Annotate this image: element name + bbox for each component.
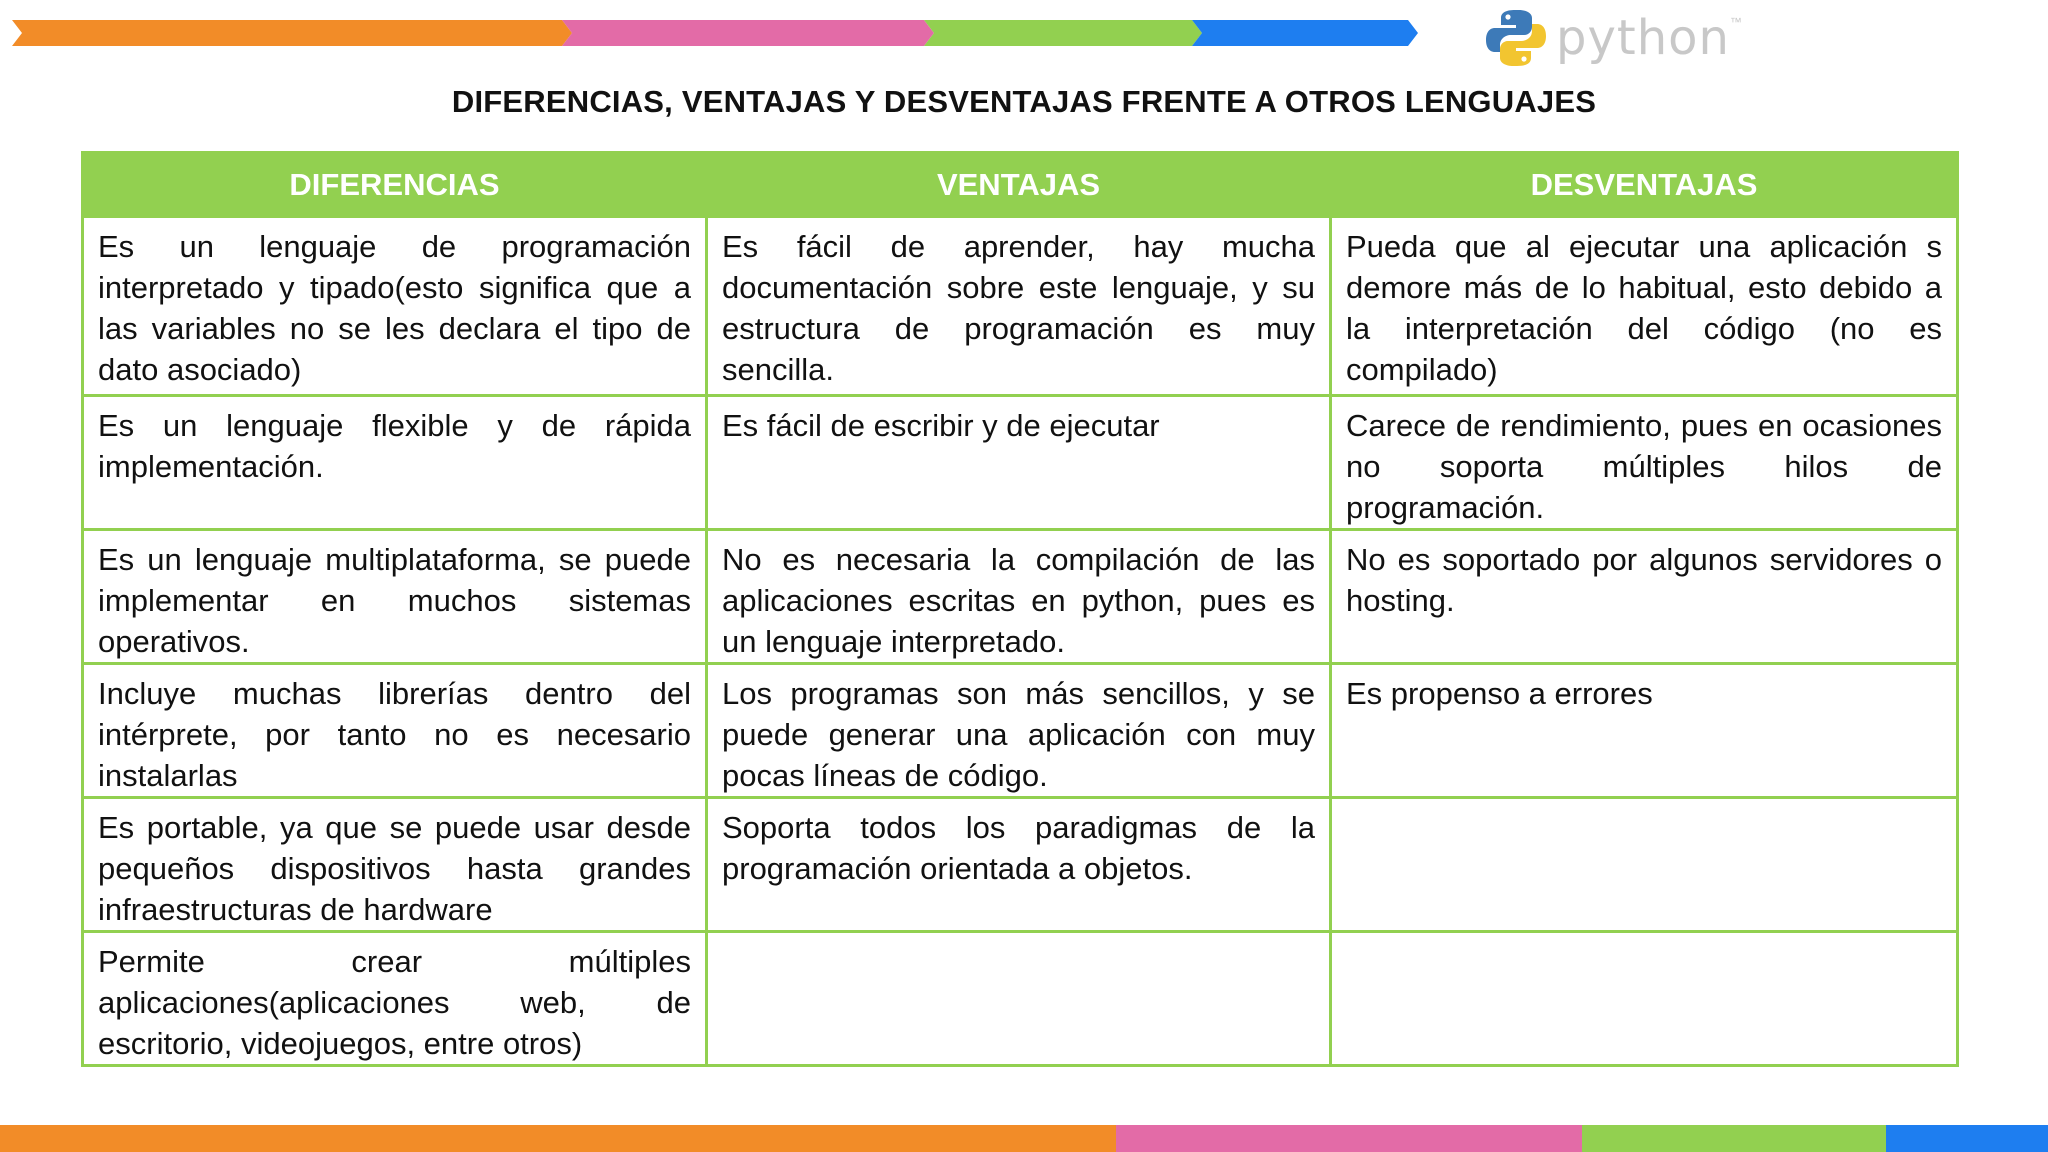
cell-desventaja: Pueda que al ejecutar una aplicación s demore más de lo habitual, esto debido a la interpretación del código (no es compilado) (1331, 217, 1958, 396)
header-ventajas: VENTAJAS (707, 153, 1331, 217)
cell-diferencia: Es un lenguaje de programación interpretado y tipado(esto significa que a las variables no se les declara el tipo de dato asociado) (83, 217, 707, 396)
table-row (83, 530, 1958, 664)
ribbon-segment-orange (12, 20, 572, 46)
band-segment-green (1582, 1125, 1886, 1152)
top-arrow-ribbon (12, 20, 1418, 46)
ribbon-segment-pink (562, 20, 934, 46)
table-row (83, 396, 1958, 530)
table-row (83, 798, 1958, 932)
cell-desventaja: Es propenso a errores (1331, 664, 1958, 798)
cell-diferencia: Es un lenguaje flexible y de rápida implementación. (83, 396, 707, 530)
trademark-sign: ™ (1729, 15, 1742, 29)
python-wordmark: python (1556, 10, 1730, 66)
cell-diferencia: Es un lenguaje multiplataforma, se puede implementar en muchos sistemas operativos. (83, 530, 707, 664)
cell-desventaja (1331, 798, 1958, 932)
cell-ventaja: Soporta todos los paradigmas de la programación orientada a objetos. (707, 798, 1331, 932)
cell-diferencia: Es portable, ya que se puede usar desde pequeños dispositivos hasta grandes infraestructuras de hardware (83, 798, 707, 932)
cell-desventaja: Carece de rendimiento, pues en ocasiones no soporta múltiples hilos de programación. (1331, 396, 1958, 530)
ribbon-segment-green (924, 20, 1202, 46)
cell-diferencia: Permite crear múltiples aplicaciones(aplicaciones web, de escritorio, videojuegos, entre otros) (83, 932, 707, 1066)
comparison-table (81, 151, 1959, 1067)
band-segment-pink (1116, 1125, 1582, 1152)
table-row (83, 932, 1958, 1066)
ribbon-segment-blue (1192, 20, 1418, 46)
cell-ventaja (707, 932, 1331, 1066)
cell-diferencia: Incluye muchas librerías dentro del intérprete, por tanto no es necesario instalarlas (83, 664, 707, 798)
cell-desventaja: No es soportado por algunos servidores o hosting. (1331, 530, 1958, 664)
table-header-row (83, 153, 1958, 217)
cell-ventaja: Los programas son más sencillos, y se puede generar una aplicación con muy pocas líneas de código. (707, 664, 1331, 798)
band-segment-orange (0, 1125, 1116, 1152)
page-title: DIFERENCIAS, VENTAJAS Y DESVENTAJAS FRENTE A OTROS LENGUAJES (451, 84, 1597, 119)
table-row (83, 217, 1958, 396)
cell-desventaja (1331, 932, 1958, 1066)
cell-ventaja: Es fácil de aprender, hay mucha documentación sobre este lenguaje, y su estructura de programación es muy sencilla. (707, 217, 1331, 396)
python-logo (1484, 5, 1744, 71)
bottom-color-band (0, 1125, 2048, 1152)
python-snake-logo-icon (1484, 6, 1548, 70)
cell-ventaja: Es fácil de escribir y de ejecutar (707, 396, 1331, 530)
table-row (83, 664, 1958, 798)
header-diferencias: DIFERENCIAS (83, 153, 707, 217)
header-desventajas: DESVENTAJAS (1331, 153, 1958, 217)
band-segment-blue (1886, 1125, 2048, 1152)
cell-ventaja: No es necesaria la compilación de las aplicaciones escritas en python, pues es un lenguaje interpretado. (707, 530, 1331, 664)
